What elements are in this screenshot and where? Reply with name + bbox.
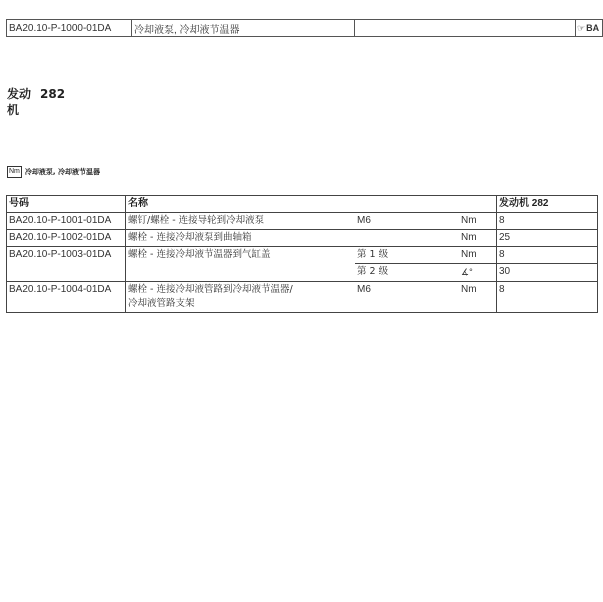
column-header-engine: 发动机 282 <box>497 196 598 213</box>
reference-link[interactable] <box>576 20 603 37</box>
pointing-hand-icon: ☞ <box>577 22 586 33</box>
row-code: BA20.10-P-1003-01DA <box>7 247 126 264</box>
row-value: 30 <box>497 264 598 282</box>
torque-table <box>6 195 598 313</box>
row-value: 8 <box>497 282 598 313</box>
engine-heading-title: 发动机 <box>7 87 32 117</box>
row-unit: Nm <box>459 230 497 247</box>
table-row <box>7 247 598 264</box>
document-code: BA20.10-P-1000-01DA <box>7 20 132 37</box>
row-value: 8 <box>497 213 598 230</box>
row-name <box>126 264 356 282</box>
row-name-line-2: 冷却液管路支架 <box>128 298 195 309</box>
torque-heading <box>7 166 100 178</box>
table-row <box>7 264 598 282</box>
row-value: 8 <box>497 247 598 264</box>
row-unit: Nm <box>459 282 497 313</box>
table-row <box>7 213 598 230</box>
torque-unit-icon: Nm <box>7 166 22 178</box>
document-header-table <box>6 19 603 37</box>
column-header-spec <box>355 196 459 213</box>
engine-heading-number: 282 <box>40 87 66 101</box>
document-title: 冷却液泵, 冷却液节温器 <box>132 20 355 37</box>
row-name: 螺钉/螺栓 - 连接导轮到冷却液泵 <box>126 213 356 230</box>
row-name: 螺栓 - 连接冷却液泵到曲轴箱 <box>126 230 356 247</box>
torque-heading-title: 冷却液泵, 冷却液节温器 <box>24 168 100 176</box>
document-header-row <box>7 20 603 37</box>
row-spec: M6 <box>355 213 459 230</box>
row-code <box>7 264 126 282</box>
row-name: 螺栓 - 连接冷却液节温器到气缸盖 <box>126 247 356 264</box>
row-code: BA20.10-P-1002-01DA <box>7 230 126 247</box>
row-name-line-1: 螺栓 - 连接冷却液管路到冷却液节温器/ <box>128 284 293 295</box>
row-spec: 第 1 级 <box>355 247 459 264</box>
angle-icon: ∡° <box>459 264 497 282</box>
row-unit: Nm <box>459 213 497 230</box>
engine-heading <box>7 86 65 118</box>
reference-label: BA <box>586 22 600 33</box>
row-code: BA20.10-P-1001-01DA <box>7 213 126 230</box>
document-header-empty-cell <box>355 20 576 37</box>
table-row <box>7 282 598 313</box>
row-name <box>126 282 356 313</box>
row-code: BA20.10-P-1004-01DA <box>7 282 126 313</box>
row-spec <box>355 230 459 247</box>
row-unit: Nm <box>459 247 497 264</box>
torque-table-header-row <box>7 196 598 213</box>
row-value: 25 <box>497 230 598 247</box>
table-row <box>7 230 598 247</box>
row-spec: 第 2 级 <box>355 264 459 282</box>
row-spec: M6 <box>355 282 459 313</box>
column-header-no: 号码 <box>7 196 126 213</box>
column-header-name: 名称 <box>126 196 356 213</box>
column-header-unit <box>459 196 497 213</box>
